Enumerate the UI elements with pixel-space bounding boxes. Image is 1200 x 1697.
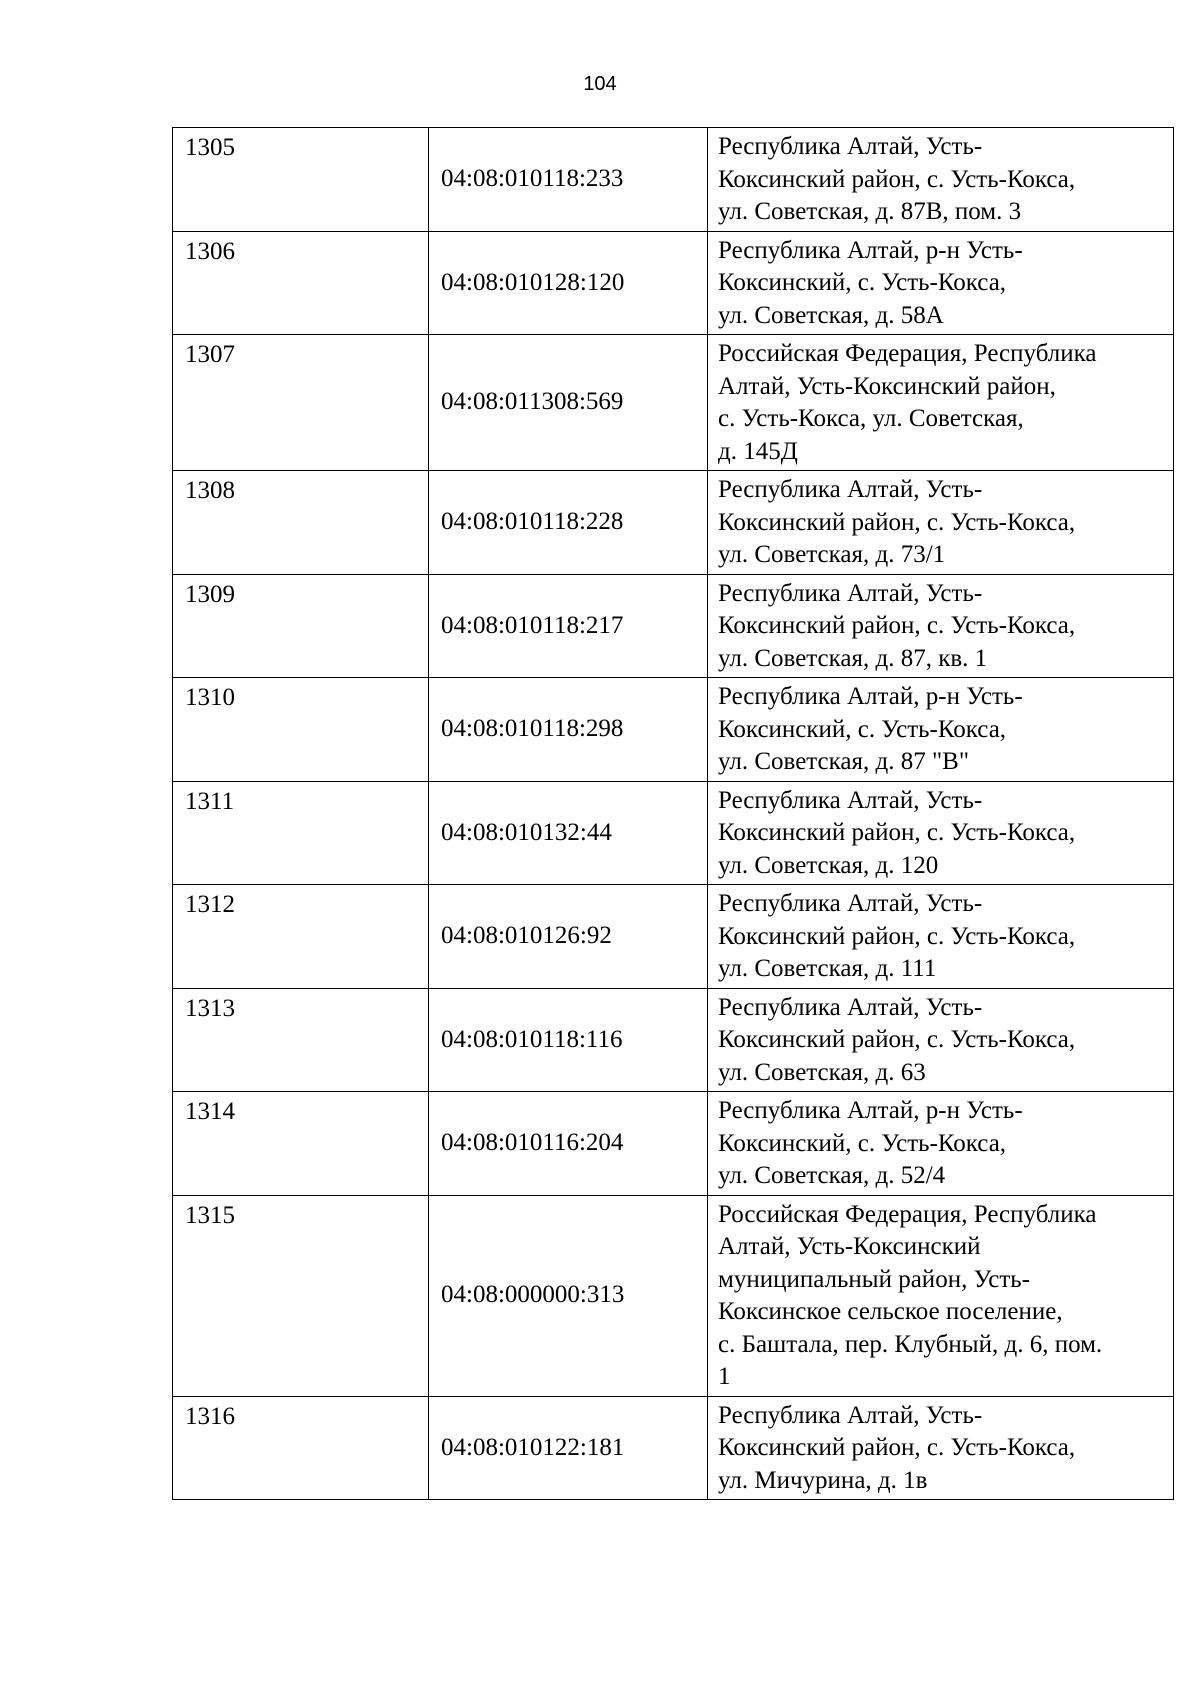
address-line: Республика Алтай, Усть- bbox=[718, 1401, 983, 1429]
row-number-cell: 1309 bbox=[173, 574, 429, 678]
registry-table-body bbox=[173, 128, 1174, 1500]
address-line: д. 145Д bbox=[718, 437, 798, 465]
address-cell bbox=[708, 988, 1174, 1092]
row-number-cell: 1307 bbox=[173, 335, 429, 471]
address-cell bbox=[708, 1195, 1174, 1396]
address-cell bbox=[708, 335, 1174, 471]
address-line: Коксинский район, с. Усть-Кокса, bbox=[718, 1026, 1076, 1053]
address-line: Республика Алтай, Усть- bbox=[718, 890, 983, 917]
address-line: Республика Алтай, Усть- bbox=[718, 579, 983, 607]
address-line: Коксинский район, с. Усть-Кокса, bbox=[718, 165, 1076, 193]
address-cell bbox=[708, 678, 1174, 782]
cadastral-number-cell: 04:08:010118:298 bbox=[429, 678, 708, 782]
address-line: ул. Советская, д. 87 "В" bbox=[718, 748, 970, 775]
address-cell bbox=[708, 574, 1174, 678]
row-number-cell: 1312 bbox=[173, 885, 429, 989]
table-row bbox=[173, 1195, 1174, 1396]
address-line: ул. Советская, д. 63 bbox=[718, 1058, 926, 1086]
address-line: Республика Алтай, Усть- bbox=[718, 993, 983, 1021]
table-row bbox=[173, 678, 1174, 782]
table-row bbox=[173, 471, 1174, 575]
table-row bbox=[173, 128, 1174, 232]
address-line: Коксинский, с. Усть-Кокса, bbox=[718, 269, 1007, 296]
table-row bbox=[173, 781, 1174, 885]
cadastral-number-cell: 04:08:010118:233 bbox=[429, 128, 708, 232]
address-cell bbox=[708, 885, 1174, 989]
cadastral-number-cell: 04:08:011308:569 bbox=[429, 335, 708, 471]
address-line: Республика Алтай, Усть- bbox=[718, 133, 983, 160]
cadastral-number-cell: 04:08:010126:92 bbox=[429, 885, 708, 989]
address-cell bbox=[708, 471, 1174, 575]
cadastral-number-cell: 04:08:010122:181 bbox=[429, 1396, 708, 1500]
address-line: Республика Алтай, Усть- bbox=[718, 476, 983, 503]
cadastral-number-cell: 04:08:010118:228 bbox=[429, 471, 708, 575]
row-number-cell: 1306 bbox=[173, 231, 429, 335]
address-line: Российская Федерация, Республика bbox=[718, 1200, 1097, 1228]
cadastral-number-cell: 04:08:010118:217 bbox=[429, 574, 708, 678]
cadastral-number-cell: 04:08:010116:204 bbox=[429, 1092, 708, 1196]
address-cell bbox=[708, 781, 1174, 885]
row-number-cell: 1310 bbox=[173, 678, 429, 782]
address-line: Российская Федерация, Республика bbox=[718, 340, 1097, 367]
registry-table bbox=[172, 127, 1174, 1500]
address-line: Республика Алтай, р-н Усть- bbox=[718, 236, 1023, 264]
address-line: Коксинский, с. Усть-Кокса, bbox=[718, 1129, 1007, 1157]
address-line: Коксинский район, с. Усть-Кокса, bbox=[718, 1434, 1076, 1461]
address-line: Алтай, Усть-Коксинский bbox=[718, 1233, 981, 1260]
address-line: Республика Алтай, Усть- bbox=[718, 786, 983, 814]
row-number-cell: 1308 bbox=[173, 471, 429, 575]
cadastral-number-cell: 04:08:010118:116 bbox=[429, 988, 708, 1092]
address-line: с. Усть-Кокса, ул. Советская, bbox=[718, 405, 1024, 432]
cadastral-number-cell: 04:08:010132:44 bbox=[429, 781, 708, 885]
address-cell bbox=[708, 1396, 1174, 1500]
address-line: ул. Советская, д. 120 bbox=[718, 851, 939, 879]
address-cell bbox=[708, 231, 1174, 335]
address-line: Коксинское сельское поселение, bbox=[718, 1298, 1063, 1325]
address-line: Алтай, Усть-Коксинский район, bbox=[718, 372, 1056, 400]
address-line: Коксинский район, с. Усть-Кокса, bbox=[718, 922, 1076, 950]
address-line: с. Баштала, пер. Клубный, д. 6, пом. bbox=[718, 1330, 1103, 1358]
row-number-cell: 1314 bbox=[173, 1092, 429, 1196]
address-line: Коксинский район, с. Усть-Кокса, bbox=[718, 508, 1076, 536]
address-line: ул. Советская, д. 52/4 bbox=[718, 1162, 946, 1189]
address-line: 1 bbox=[718, 1363, 731, 1390]
address-line: Республика Алтай, р-н Усть- bbox=[718, 1097, 1023, 1124]
table-row bbox=[173, 885, 1174, 989]
row-number-cell: 1313 bbox=[173, 988, 429, 1092]
table-row bbox=[173, 231, 1174, 335]
address-line: ул. Советская, д. 58А bbox=[718, 301, 944, 329]
row-number-cell: 1316 bbox=[173, 1396, 429, 1500]
address-line: ул. Советская, д. 73/1 bbox=[718, 541, 946, 568]
row-number-cell: 1305 bbox=[173, 128, 429, 232]
address-line: Коксинский, с. Усть-Кокса, bbox=[718, 715, 1007, 743]
page-number: 104 bbox=[583, 73, 617, 95]
address-line: Республика Алтай, р-н Усть- bbox=[718, 683, 1023, 710]
address-cell bbox=[708, 1092, 1174, 1196]
row-number-cell: 1315 bbox=[173, 1195, 429, 1396]
address-line: ул. Советская, д. 111 bbox=[718, 955, 937, 982]
address-line: муниципальный район, Усть- bbox=[718, 1265, 1031, 1293]
address-line: ул. Мичурина, д. 1в bbox=[718, 1466, 928, 1494]
address-line: ул. Советская, д. 87, кв. 1 bbox=[718, 644, 988, 672]
cadastral-number-cell: 04:08:010128:120 bbox=[429, 231, 708, 335]
table-row bbox=[173, 335, 1174, 471]
address-line: Коксинский район, с. Усть-Кокса, bbox=[718, 612, 1076, 639]
row-number-cell: 1311 bbox=[173, 781, 429, 885]
address-line: ул. Советская, д. 87В, пом. 3 bbox=[718, 198, 1022, 225]
address-cell bbox=[708, 128, 1174, 232]
table-row bbox=[173, 988, 1174, 1092]
table-row bbox=[173, 1092, 1174, 1196]
cadastral-number-cell: 04:08:000000:313 bbox=[429, 1195, 708, 1396]
table-row bbox=[173, 574, 1174, 678]
address-line: Коксинский район, с. Усть-Кокса, bbox=[718, 819, 1076, 846]
table-row bbox=[173, 1396, 1174, 1500]
